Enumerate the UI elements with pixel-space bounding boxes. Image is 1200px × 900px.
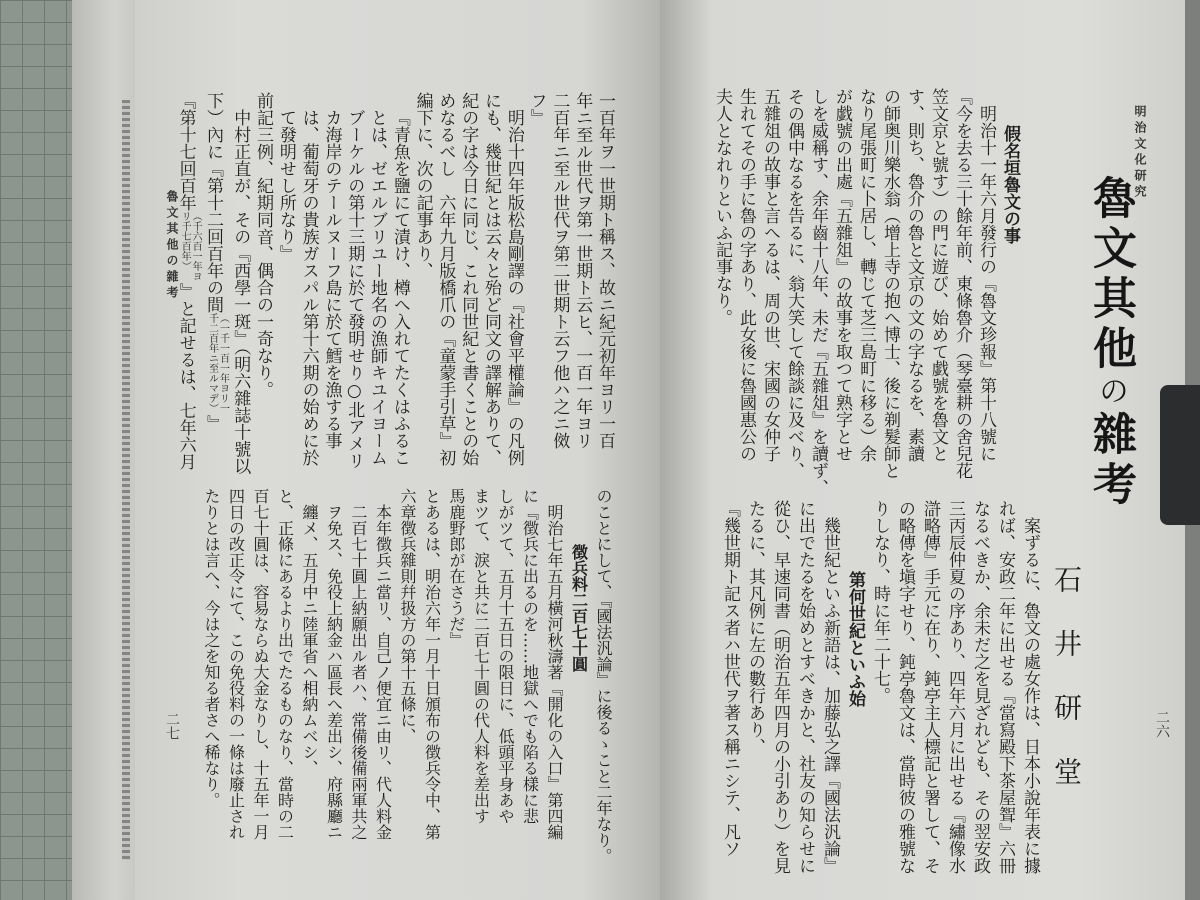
title-end: 雜考 — [1085, 411, 1136, 511]
text-line: 『今を去る三十餘年前、東條魯介（琴臺耕の舍兒花 — [952, 88, 972, 479]
text-line: ヲ免ス、免役上納金ハ區長へ差出シ、府縣廳ニ — [324, 504, 344, 840]
text-line: にも、幾世紀とは云々と殆ど同文の譯解ありて、 — [481, 92, 502, 466]
text-line: カ海岸のテールヌーフ島に於て鱈を漁する事 — [321, 109, 342, 449]
text-line: 編下に、次の記事あり、 — [412, 92, 433, 279]
text-line: なり尾張町に卜居し、轉じて芝三島町に移る）余 — [856, 88, 876, 462]
text-line: りしなり、時に年二十七。 — [870, 500, 890, 704]
text-line: 三丙辰仲夏の序あり、四年六月に出せる『繡像水 — [945, 500, 965, 874]
running-head: 明治文化研究 — [1133, 105, 1147, 201]
paperweight — [1160, 385, 1200, 525]
text-line: しがツて、五月十五日の限日に、低頭平身あや — [496, 488, 515, 824]
text-line: 前記三例、紀期同音、偶合の一奇なり。 — [253, 92, 274, 398]
text-line: とあるは、明治六年一月十日頒布の徴兵令中、第 — [422, 488, 442, 840]
page-number-left: 二七 — [164, 712, 180, 740]
inline-note: （一千一百一年ヨリ一千二百年ニ至ルマデ） — [206, 313, 229, 413]
left-top-text — [175, 92, 616, 487]
text-line: 馬鹿野郎が在さうだ』 — [447, 488, 466, 648]
inline-note: （千六百一年ヨリ千七百年） — [179, 211, 202, 281]
text-line: 中村正直が、その『西學一斑』（明六雜誌十號以 — [230, 109, 251, 475]
text-line: 從ひ、早速同書（明治五年四月の小引あり）を見 — [770, 500, 790, 874]
text-line: の師奥川樂水翁（增上寺の抱へ博士、後に剃髮師と — [880, 88, 900, 479]
text-line: に出でたるを始めとすべきかと、社友の知らせに — [795, 500, 815, 874]
text-line: 本年徴兵ニ當リ、自己ノ便宜ニ由リ、代人料金 — [373, 504, 393, 840]
text-line: す、則ち、魯介の魯と文京の文の字なるを、素讀 — [904, 88, 924, 462]
text-line: なるべきか、余未だ之を見ざれども、その翌安政 — [970, 500, 990, 874]
text-line: の略傳を塡字せり、鈍亭魯文は、當時彼の雅號な — [895, 500, 915, 874]
text-line: 夫人となれりといふ記事なり。 — [712, 88, 732, 326]
section-conscription-fee — [198, 488, 615, 888]
text-line: その偶中なるを告るに、翁大笑して餘談に及べり、 — [784, 88, 804, 479]
text-line: に『徴兵に出るのを……地獄へでも陷る樣に悲 — [520, 488, 540, 824]
text-line: 二百七十圓上納願出ル者ハ、常備後備兩軍共之 — [349, 504, 368, 840]
cutting-mat-background — [0, 0, 80, 900]
text-line: 百七十圓は、容易ならぬ大金なりし、十五年一月 — [251, 488, 270, 840]
text-line: 纏メ、五月中ニ陸軍省へ相納ムベシ、 — [300, 504, 319, 776]
section-heading: 假名垣魯文の事 — [1000, 125, 1020, 245]
text-line: とは、ゼエルブリユー地名の漁師キユイヨーム — [367, 109, 388, 466]
text-line: 『第十七回百年（千六百一年ヨリ千七百年）』と記せるは、七年六月 — [175, 92, 202, 470]
article-title — [1078, 175, 1142, 511]
section-kanagaki-robun — [710, 88, 1022, 496]
text-line: 下）內に『第十二回百年の間（一千一百一年ヨリ一千二百年ニ至ルマデ）』 — [202, 92, 229, 432]
page-edge — [122, 100, 130, 860]
text-line: て發明せし所なり』 — [275, 109, 296, 262]
text-line: たるに、其凡例に左の數行あり、 — [745, 500, 765, 755]
text-line: 明治十四年版松島剛譯の『社會平權論』の凡例 — [503, 109, 524, 466]
text-line: たりとは言へ、今は之を知る者さへ稀なり。 — [202, 488, 221, 808]
text-line: と、正條にあるより出でたるものなり、當時の二 — [275, 488, 295, 840]
text-line: めなるべし 六年九月版橋爪の『童蒙手引草』初 — [435, 92, 456, 466]
text-line: 年ニ至ル世代ヲ第一世期ト云ヒ、一百一年ヨリ — [572, 92, 593, 449]
text-line: が戯號の出處『五雜俎』の故事を取つて熟字とせ — [832, 88, 852, 462]
text-line: 明治七年五月橫河秋濤著『開化の入口』第四編 — [545, 504, 564, 840]
text-line: れば、安政二年に出せる『當寫殿下茶屋聟』六冊 — [995, 500, 1015, 874]
page-number-right: 二六 — [1154, 710, 1170, 738]
text-line: 明治十一年六月發行の『魯文珍報』第十八號に — [976, 105, 996, 462]
book-cover-edge — [72, 0, 142, 900]
text-line: 笠文京と號す）の門に遊び、始めて戯號を魯文と — [928, 88, 948, 462]
text-line: フ』 — [526, 92, 547, 126]
text-line: 二百年ニ至ル世代ヲ第二世期ト云フ他ハ之ニ傚 — [549, 92, 570, 449]
text-line: のことにして、『國法汎論』に後るゝこと二年なり。 — [594, 488, 613, 864]
section-heading: 第何世紀といふ始 — [845, 571, 865, 708]
text-line: は、葡萄牙の貴族ガスパル第十六期の始めに於 — [298, 109, 319, 466]
text-line: 生れてその手に魯の字あり、此女後に魯國惠公の — [736, 88, 756, 462]
text-line: 四日の改正令にて、この免役料の一條は廢止され — [226, 488, 246, 840]
section-continuation-and-seiki — [717, 500, 1042, 890]
text-line: 『青魚を鹽にて漬け、樽へ入れてたくはふるこ — [389, 109, 410, 466]
author-name: 石井研堂 — [1050, 565, 1083, 821]
title-particle: の — [1093, 375, 1128, 411]
text-line: 五雜俎の故事と言へるは、周の世、宋國の女仲子 — [760, 88, 780, 462]
text-line: しを威稱す、余年齒十八年、未だ『五雜俎』を讀ず、 — [808, 88, 828, 496]
text-line: 六章徴兵雜則幷扱方の第十五條に、 — [398, 488, 417, 744]
text-line: 幾世紀といふ新語は、加藤弘之譯『國法汎論』 — [820, 517, 840, 874]
text-line: 紀の字は今日に同じ、これ同世紀と書くことの始 — [458, 92, 479, 466]
section-heading: 徴兵料二百七十圓 — [569, 544, 589, 672]
text-line: 一百年ヲ一世期ト稱ス、故ニ紀元初年ヨリ一百 — [595, 92, 615, 449]
running-foot: 魯文其他の雜考 — [165, 190, 179, 302]
title-main: 魯文其他 — [1085, 175, 1136, 375]
text-line: ブーケルの第十三期に於て發明せり○北アメリ — [344, 109, 365, 469]
text-line: 案ずるに、魯文の處女作は、日本小說年表に據 — [1020, 517, 1040, 874]
text-line: 滸略傳』手元に在り、鈍亭主人標記と署して、そ — [920, 500, 940, 874]
text-line: 『幾世期ト記ス者ハ世代ヲ著ス稱ニシテ、凡ソ — [720, 500, 740, 857]
text-line: まツて、淚と共に二百七十圓の代人料を差出す — [471, 488, 491, 824]
